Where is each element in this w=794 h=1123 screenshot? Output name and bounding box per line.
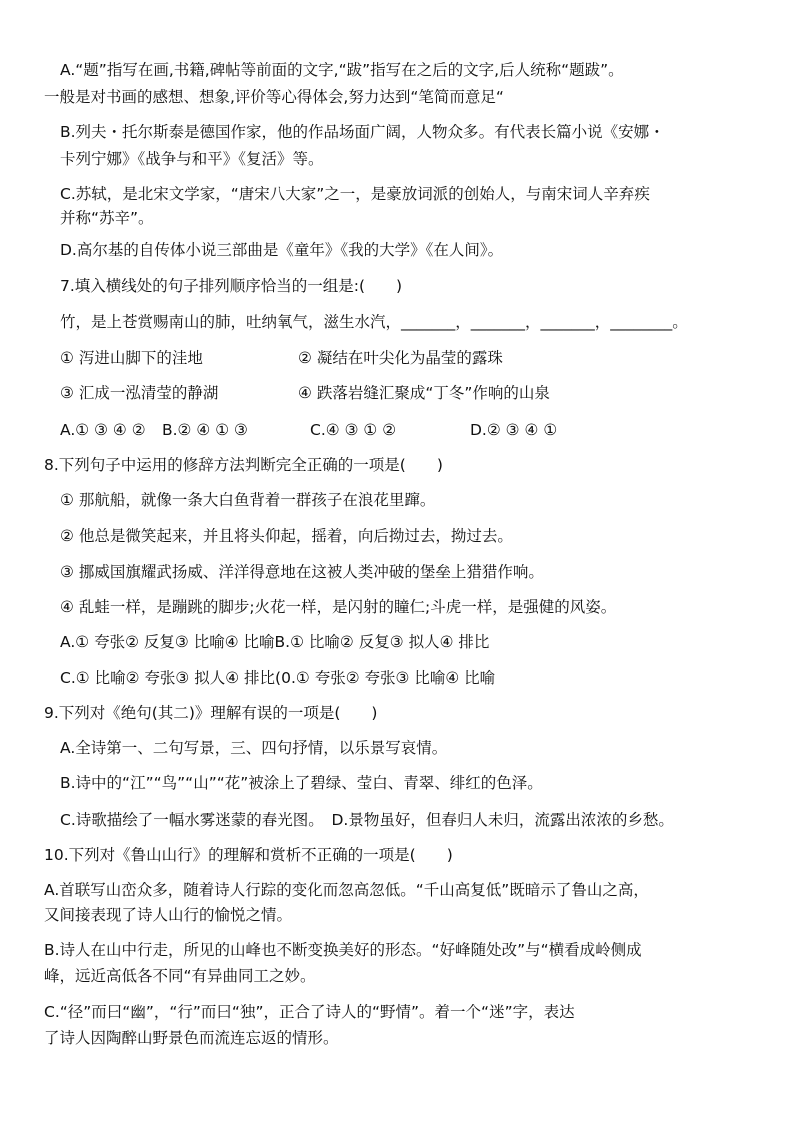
q6-option-c-line2: 并称“苏辛”。 <box>60 209 154 227</box>
q9-option-b: B.诗中的“江”“鸟”“山”“花”被涂上了碧绿、莹白、青翠、绯红的色泽。 <box>60 774 543 792</box>
q10-option-c-line1: C.“径”而曰“幽”，“行”而曰“独”，正合了诗人的“野情”。着一个“迷”字，表达 <box>44 1003 575 1021</box>
q7-option-4: ④ 跌落岩缝汇聚成“丁冬”作响的山泉 <box>298 384 550 402</box>
q10-option-a-line2: 又间接表现了诗人山行的愉悦之情。 <box>44 906 293 924</box>
q8-answers-cd: C.① 比喻② 夸张③ 拟人④ 排比(0.① 夸张② 夸张③ 比喻④ 比喻 <box>60 669 496 687</box>
q10-stem: 10.下列对《鲁山山行》的理解和赏析不正确的一项是( ) <box>44 846 453 864</box>
q10-option-b-line2: 峰，远近高低各不同“有异曲同工之妙。 <box>44 967 316 985</box>
q8-sentence-3: ③ 挪威国旗耀武扬威、洋洋得意地在这被人类冲破的堡垒上猎猎作响。 <box>60 563 544 581</box>
q7-stem: 7.填入横线处的句子排列顺序恰当的一组是:( ) <box>60 277 403 295</box>
q8-sentence-2: ② 他总是微笑起来，并且将头仰起，摇着，向后拗过去，拗过去。 <box>60 527 513 545</box>
q7-option-3: ③ 汇成一泓清莹的静湖 <box>60 384 219 402</box>
q7-sentence: 竹，是上苍赏赐南山的肺，吐纳氧气，滋生水汽，_______，_______，_______，________。 <box>60 313 688 331</box>
q7-answer-c: C.④ ③ ① ② <box>310 421 397 439</box>
q7-answer-b: B.② ④ ① ③ <box>162 421 248 439</box>
q8-stem: 8.下列句子中运用的修辞方法判断完全正确的一项是( ) <box>44 456 443 474</box>
q6-option-b-line2: 卡列宁娜》《战争与和平》《复活》等。 <box>60 150 324 168</box>
q8-sentence-4: ④ 乱蛙一样，是蹦跳的脚步;火花一样，是闪射的瞳仁;斗虎一样，是强健的风姿。 <box>60 598 617 616</box>
q6-option-a-line2: 一般是对书画的感想、想象,评价等心得体会,努力达到“笔简而意足“ <box>44 88 504 106</box>
q10-option-a-line1: A.首联写山峦众多，随着诗人行踪的变化而忽高忽低。“千山高复低”既暗示了鲁山之高， <box>44 881 649 899</box>
q8-sentence-1: ① 那航船，就像一条大白鱼背着一群孩子在浪花里蹿。 <box>60 491 436 509</box>
q10-option-b-line1: B.诗人在山中行走，所见的山峰也不断变换美好的形态。“好峰随处改”与“横看成岭侧成 <box>44 941 642 959</box>
q9-stem: 9.下列对《绝句(其二)》理解有误的一项是( ) <box>44 704 378 722</box>
q8-answers-ab: A.① 夸张② 反复③ 比喻④ 比喻B.① 比喻② 反复③ 拟人④ 排比 <box>60 633 490 651</box>
q7-option-2: ② 凝结在叶尖化为晶莹的露珠 <box>298 349 503 367</box>
q7-answer-a: A.① ③ ④ ② <box>60 421 146 439</box>
q9-options-cd: C.诗歌描绘了一幅水雾迷蒙的春光图。 D.景物虽好，但春归人未归，流露出浓浓的乡愁。 <box>60 811 674 829</box>
q9-option-a: A.全诗第一、二句写景，三、四句抒情，以乐景写哀情。 <box>60 739 448 757</box>
q6-option-d: D.高尔基的自传体小说三部曲是《童年》《我的大学》《在人间》。 <box>60 241 504 259</box>
q6-option-b-line1: B.列夫・托尔斯泰是德国作家，他的作品场面广阔，人物众多。有代表长篇小说《安娜・ <box>60 123 665 141</box>
q7-answer-d: D.② ③ ④ ① <box>470 421 558 439</box>
q6-option-c-line1: C.苏轼，是北宋文学家，“唐宋八大家”之一，是豪放词派的创始人，与南宋词人辛弃疾 <box>60 185 650 203</box>
q10-option-c-line2: 了诗人因陶醉山野景色而流连忘返的情形。 <box>44 1029 339 1047</box>
q6-option-a-line1: A.“题”指写在画,书籍,碑帖等前面的文字,“跋”指写在之后的文字,后人统称“题跋”。 <box>60 61 624 79</box>
q7-option-1: ① 泻进山脚下的洼地 <box>60 349 203 367</box>
